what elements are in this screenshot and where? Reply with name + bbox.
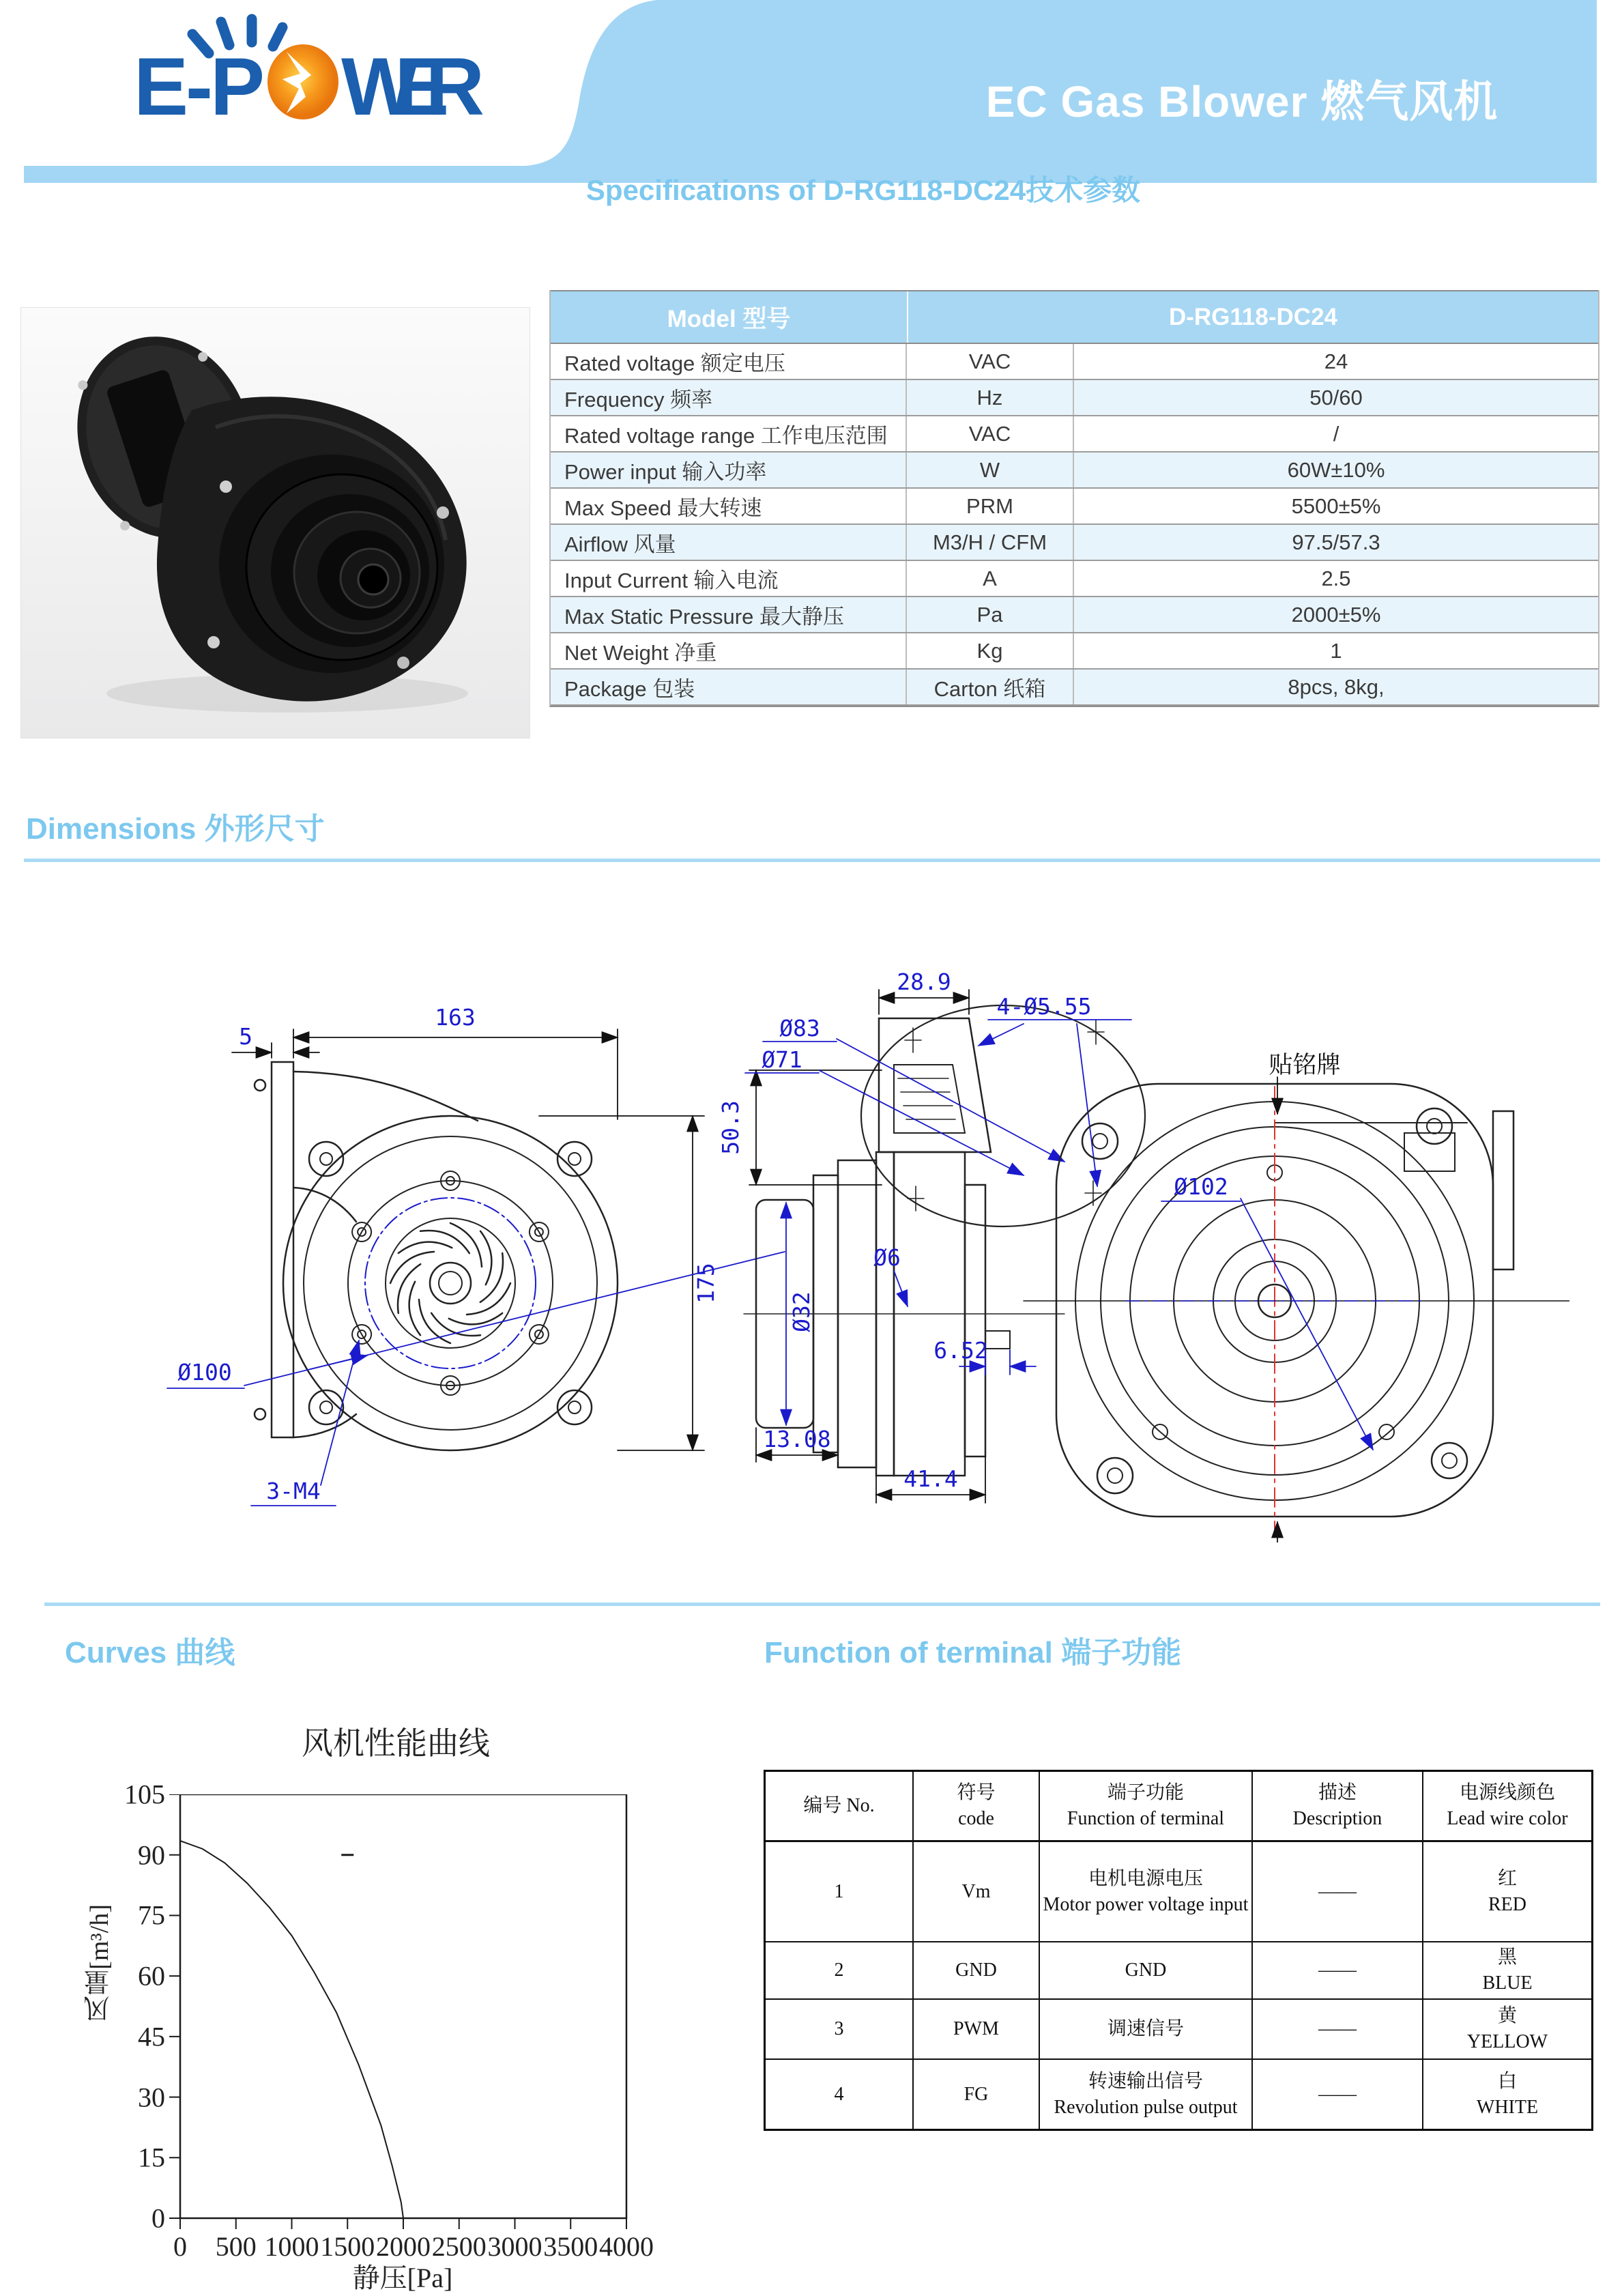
e-power-logo bbox=[128, 12, 490, 127]
spec-unit: PRM bbox=[907, 489, 1074, 523]
terminal-row bbox=[766, 1942, 1591, 2000]
dim-side-inlet-width: 28.9 bbox=[897, 968, 951, 995]
terminal-color bbox=[1423, 1842, 1591, 1941]
spec-value: 2.5 bbox=[1321, 566, 1351, 590]
spec-value: 2000±5% bbox=[1291, 602, 1381, 627]
spec-unit: Carton 纸箱 bbox=[907, 670, 1074, 704]
spec-section-title: Specifications of D-RG118-DC24技术参数 bbox=[585, 174, 1141, 206]
spec-row bbox=[551, 597, 1598, 633]
logo-text-left: E-P bbox=[134, 41, 265, 127]
spec-label: Net Weight 净重 bbox=[551, 633, 907, 668]
terminal-header-cell bbox=[1423, 1772, 1591, 1840]
y-tick: 15 bbox=[138, 2142, 165, 2173]
spec-label: Input Current 输入电流 bbox=[551, 561, 907, 596]
terminal-row bbox=[766, 2000, 1591, 2060]
y-tick: 105 bbox=[124, 1779, 165, 1810]
spec-table-header bbox=[551, 290, 1598, 344]
rear-nameplate-label: 贴铭牌 bbox=[1269, 1052, 1341, 1079]
spec-label: Max Static Pressure 最大静压 bbox=[551, 597, 907, 632]
terminal-no: 4 bbox=[766, 2060, 914, 2129]
terminal-header-cell bbox=[1253, 1772, 1423, 1840]
spec-row bbox=[551, 525, 1598, 561]
dim-side-inner-dia: Ø71 bbox=[762, 1046, 802, 1073]
product-photo bbox=[20, 307, 530, 738]
logo-sun-icon bbox=[267, 44, 338, 119]
x-tick: 1500 bbox=[320, 2231, 375, 2262]
spec-row bbox=[551, 453, 1598, 489]
dimension-drawings bbox=[96, 942, 1569, 1542]
spec-table bbox=[549, 290, 1599, 707]
terminal-color bbox=[1423, 1942, 1591, 1998]
section-divider bbox=[44, 1603, 1600, 1606]
y-tick: 60 bbox=[138, 1960, 165, 1992]
func-en: Revolution pulse output bbox=[1054, 2096, 1238, 2118]
dimensions-heading: Dimensions 外形尺寸 bbox=[26, 812, 325, 846]
spec-value: 5500±5% bbox=[1291, 493, 1381, 518]
spec-unit: Kg bbox=[907, 633, 1074, 668]
spec-value: 8pcs, 8kg, bbox=[1288, 674, 1385, 699]
header-zh: 电源线颜色 bbox=[1459, 1782, 1555, 1804]
logo-text-right: WER bbox=[341, 41, 484, 127]
func-zh: 转速输出信号 bbox=[1088, 2070, 1203, 2092]
rear-view-annotations bbox=[1024, 1052, 1569, 1542]
spec-row bbox=[551, 489, 1598, 525]
spec-row bbox=[551, 344, 1598, 380]
side-view-dimensions bbox=[717, 968, 1131, 1503]
x-tick: 3000 bbox=[487, 2231, 542, 2262]
spec-value: 1 bbox=[1330, 638, 1342, 663]
front-view-drawing bbox=[255, 1062, 618, 1450]
func-zh: GND bbox=[1125, 1960, 1167, 1981]
page-title: EC Gas Blower 燃气风机 bbox=[985, 77, 1498, 126]
terminal-function bbox=[1040, 1842, 1253, 1941]
spec-row bbox=[551, 380, 1598, 416]
dim-side-inlet-height: 50.3 bbox=[717, 1100, 744, 1155]
dim-front-height: 175 bbox=[693, 1263, 719, 1304]
y-tick: 30 bbox=[138, 2082, 165, 2113]
dim-rear-body-dia: Ø102 bbox=[1174, 1173, 1228, 1200]
performance-chart bbox=[160, 1794, 647, 2239]
chart-plot-area bbox=[160, 1794, 647, 2239]
spec-label: Max Speed 最大转速 bbox=[551, 489, 907, 523]
spec-model-value: D-RG118-DC24 bbox=[1168, 303, 1338, 330]
spec-unit: VAC bbox=[907, 344, 1074, 379]
dim-side-motor-dia: Ø32 bbox=[788, 1291, 815, 1332]
color-zh: 黄 bbox=[1497, 2005, 1517, 2027]
dim-side-motor-offset: 13.08 bbox=[763, 1426, 831, 1452]
spec-label: Rated voltage range 工作电压范围 bbox=[551, 416, 907, 451]
dim-side-flange-dia: Ø83 bbox=[779, 1015, 820, 1042]
dim-side-shaft-len: 6.52 bbox=[933, 1337, 988, 1364]
terminal-desc: —— bbox=[1253, 1942, 1423, 1998]
spec-row bbox=[551, 633, 1598, 670]
spec-value: 60W±10% bbox=[1287, 457, 1385, 482]
y-tick: 75 bbox=[138, 1899, 165, 1931]
header-zh: 编号 No. bbox=[803, 1795, 875, 1817]
dim-front-screw-spec: 3-M4 bbox=[266, 1478, 321, 1504]
curves-heading: Curves 曲线 bbox=[65, 1636, 235, 1669]
spec-label: Package 包装 bbox=[551, 670, 907, 704]
header-zh: 端子功能 bbox=[1107, 1782, 1184, 1804]
dim-front-width: 163 bbox=[435, 1004, 476, 1031]
x-axis-label: 静压[Pa] bbox=[352, 2263, 453, 2293]
color-zh: 黑 bbox=[1497, 1947, 1517, 1968]
spec-value: 24 bbox=[1324, 349, 1348, 373]
header-zh: 描述 bbox=[1318, 1782, 1357, 1804]
terminal-code: Vm bbox=[914, 1842, 1040, 1941]
terminal-desc: —— bbox=[1253, 1842, 1423, 1941]
blower-photo-illustration bbox=[21, 308, 530, 738]
func-zh: 电机电源电压 bbox=[1088, 1867, 1203, 1889]
spec-value: 97.5/57.3 bbox=[1292, 530, 1380, 554]
x-tick: 2500 bbox=[431, 2231, 487, 2262]
x-tick: 3500 bbox=[543, 2231, 598, 2262]
terminal-code: PWM bbox=[914, 2000, 1040, 2058]
color-en: WHITE bbox=[1476, 2096, 1539, 2118]
terminal-no: 3 bbox=[766, 2000, 914, 2058]
spec-unit: Hz bbox=[907, 380, 1074, 415]
spec-label: Power input 输入功率 bbox=[551, 453, 907, 487]
header-en: Description bbox=[1292, 1808, 1382, 1829]
spec-unit: M3/H / CFM bbox=[907, 525, 1074, 560]
rear-view-drawing bbox=[1056, 1084, 1514, 1517]
spec-row bbox=[551, 416, 1598, 453]
terminal-code: FG bbox=[914, 2060, 1040, 2129]
dim-side-shaft-dia: Ø6 bbox=[873, 1244, 901, 1271]
func-zh: 调速信号 bbox=[1107, 2018, 1184, 2040]
spec-row bbox=[551, 670, 1598, 706]
color-en: RED bbox=[1488, 1893, 1526, 1915]
terminal-header-cell bbox=[914, 1772, 1040, 1840]
spec-label: Airflow 风量 bbox=[551, 525, 907, 560]
spec-unit: A bbox=[907, 561, 1074, 596]
y-tick: 90 bbox=[138, 1839, 165, 1871]
x-tick: 1000 bbox=[264, 2231, 319, 2262]
terminal-no: 2 bbox=[766, 1942, 914, 1998]
header-en: Function of terminal bbox=[1067, 1808, 1225, 1829]
spec-unit: Pa bbox=[907, 597, 1074, 632]
terminal-row bbox=[766, 1842, 1591, 1942]
func-en: Motor power voltage input bbox=[1043, 1893, 1249, 1915]
color-zh: 白 bbox=[1497, 2070, 1517, 2092]
dim-front-bolt-circle: Ø100 bbox=[177, 1359, 232, 1386]
x-tick: 2000 bbox=[376, 2231, 431, 2262]
dim-front-flange-offset: 5 bbox=[239, 1023, 252, 1050]
terminal-function bbox=[1040, 2060, 1253, 2129]
chart-title: 风机性能曲线 bbox=[302, 1726, 490, 1761]
spec-label: Frequency 频率 bbox=[551, 380, 907, 415]
y-axis-label: 风量[m³/h] bbox=[85, 1904, 114, 2022]
y-tick: 45 bbox=[138, 2021, 165, 2052]
terminal-no: 1 bbox=[766, 1842, 914, 1941]
terminal-table bbox=[764, 1770, 1593, 2131]
spec-label: Rated voltage 额定电压 bbox=[551, 344, 907, 379]
terminal-function bbox=[1040, 1942, 1253, 1998]
y-tick: 0 bbox=[151, 2202, 165, 2234]
x-tick: 4000 bbox=[599, 2231, 654, 2262]
terminal-code: GND bbox=[914, 1942, 1040, 1998]
terminal-desc: —— bbox=[1253, 2060, 1423, 2129]
spec-value: 50/60 bbox=[1309, 385, 1363, 410]
color-en: BLUE bbox=[1482, 1972, 1533, 1994]
spec-unit: W bbox=[907, 453, 1074, 487]
terminal-desc: —— bbox=[1253, 2000, 1423, 2058]
terminal-heading: Function of terminal 端子功能 bbox=[764, 1636, 1182, 1669]
terminal-row bbox=[766, 2060, 1591, 2129]
color-en: YELLOW bbox=[1466, 2031, 1548, 2052]
spec-row bbox=[551, 561, 1598, 597]
spec-model-label: Model 型号 bbox=[551, 291, 908, 343]
spec-unit: VAC bbox=[907, 416, 1074, 451]
terminal-header-cell bbox=[766, 1772, 914, 1840]
spec-value: / bbox=[1333, 421, 1339, 446]
header-zh: 符号 bbox=[957, 1782, 996, 1804]
section-divider bbox=[24, 859, 1600, 862]
terminal-color bbox=[1423, 2060, 1591, 2129]
dim-side-hole-spec: 4-Ø5.55 bbox=[996, 993, 1092, 1020]
x-tick: 500 bbox=[215, 2231, 257, 2262]
terminal-header-cell bbox=[1040, 1772, 1253, 1840]
dim-side-housing-depth: 41.4 bbox=[903, 1465, 958, 1492]
x-tick: 0 bbox=[173, 2231, 187, 2262]
color-zh: 红 bbox=[1497, 1867, 1517, 1889]
header-en: code bbox=[958, 1808, 994, 1829]
terminal-color bbox=[1423, 2000, 1591, 2058]
terminal-table-header bbox=[766, 1772, 1591, 1842]
terminal-function bbox=[1040, 2000, 1253, 2058]
header-en: Lead wire color bbox=[1447, 1808, 1568, 1829]
